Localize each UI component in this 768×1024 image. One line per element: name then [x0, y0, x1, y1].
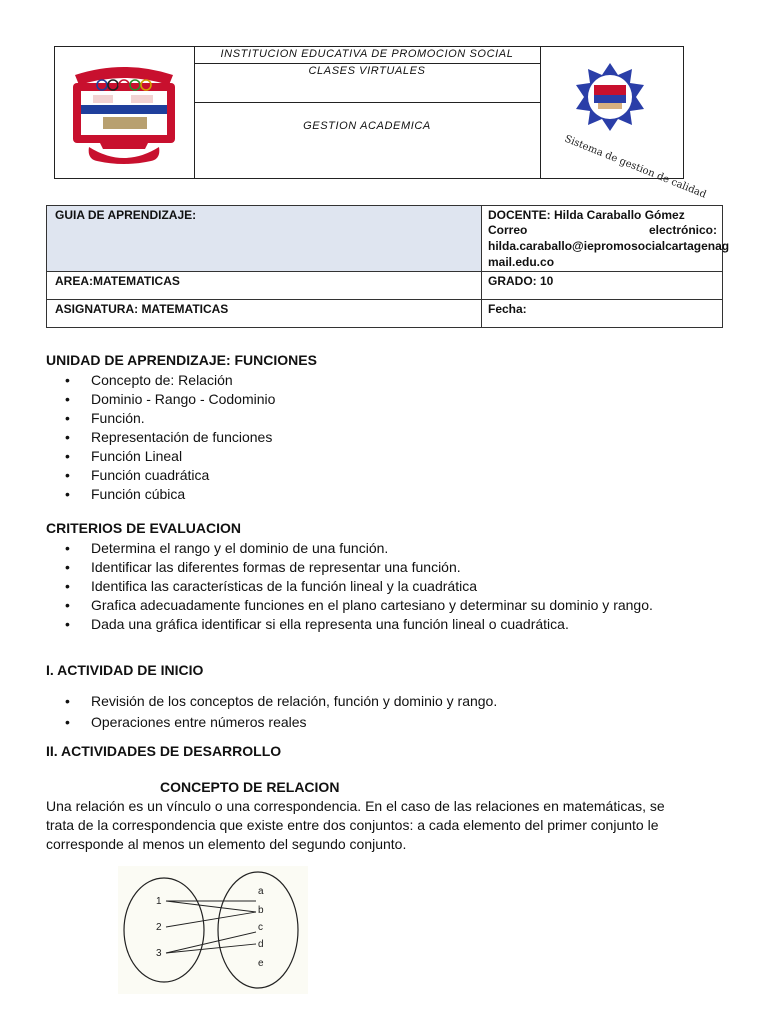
- list-item: • Identifica las características de la función lineal y la cuadrática: [46, 577, 653, 596]
- start-activity-title: I. ACTIVIDAD DE INICIO: [46, 662, 204, 678]
- start-activity-list: [46, 692, 497, 732]
- relation-diagram: [118, 866, 308, 994]
- list-item: • Identificar las diferentes formas de representar una función.: [46, 558, 653, 577]
- codomain-label: c: [258, 922, 263, 933]
- management-label: GESTION ACADEMICA: [303, 120, 431, 132]
- paragraph-line: trata de la correspondencia que existe entre dos conjuntos: a cada elemento del primer conjunto le: [46, 817, 659, 833]
- criteria-list: [46, 539, 653, 634]
- date-label: Fecha:: [488, 302, 527, 316]
- quality-system-logo: [544, 55, 708, 201]
- development-title: II. ACTIVIDADES DE DESARROLLO: [46, 743, 282, 759]
- header-table: [54, 46, 708, 201]
- codomain-label: e: [258, 958, 264, 969]
- institution-name: INSTITUCION EDUCATIVA DE PROMOCION SOCIAL: [220, 48, 514, 60]
- email-label-b: electrónico:: [648, 223, 717, 237]
- domain-label: 1: [156, 896, 162, 907]
- domain-label: 3: [156, 948, 162, 959]
- list-item: • Revisión de los conceptos de relación, función y dominio y rango.: [46, 692, 497, 713]
- list-item: • Función cúbica: [46, 485, 275, 504]
- codomain-label: d: [258, 939, 264, 950]
- list-item: • Operaciones entre números reales: [46, 713, 497, 732]
- unit-title: UNIDAD DE APRENDIZAJE: FUNCIONES: [46, 352, 317, 368]
- email-address-line1: hilda.caraballo@iepromosocialcartagenag: [488, 239, 730, 253]
- email-label-a: Correo: [488, 223, 528, 237]
- relation-concept-title: CONCEPTO DE RELACION: [160, 779, 340, 795]
- list-item: • Dada una gráfica identificar si ella representa una función lineal o cuadrática.: [46, 615, 653, 634]
- list-item: • Función Lineal: [46, 447, 275, 466]
- list-item: • Grafica adecuadamente funciones en el plano cartesiano y determinar su dominio y rango.: [46, 596, 653, 615]
- list-item: • Determina el rango y el dominio de una función.: [46, 539, 653, 558]
- relation-paragraph: [46, 797, 726, 854]
- domain-label: 2: [156, 922, 162, 933]
- email-address-line2: mail.edu.co: [488, 255, 555, 269]
- school-crest-logo: [65, 63, 183, 165]
- paragraph-line: Una relación es un vínculo o una correspondencia. En el caso de las relaciones en matemáticas, se: [46, 798, 665, 814]
- info-table: [46, 205, 730, 328]
- quality-logo-text: Sistema de gestion de calidad: [562, 133, 708, 201]
- unit-list: [46, 371, 275, 504]
- area-label: AREA:MATEMATICAS: [55, 274, 180, 288]
- guide-label: GUIA DE APRENDIZAJE:: [55, 208, 197, 222]
- list-item: • Función.: [46, 409, 275, 428]
- list-item: • Representación de funciones: [46, 428, 275, 447]
- list-item: • Dominio - Rango - Codominio: [46, 390, 275, 409]
- codomain-label: b: [258, 905, 264, 916]
- grade-label: GRADO: 10: [488, 274, 554, 288]
- teacher-name: DOCENTE: Hilda Caraballo Gómez: [488, 208, 685, 222]
- codomain-label: a: [258, 886, 264, 897]
- subject-label: ASIGNATURA: MATEMATICAS: [55, 302, 229, 316]
- list-item: • Concepto de: Relación: [46, 371, 275, 390]
- classes-label: CLASES VIRTUALES: [308, 65, 426, 77]
- criteria-title: CRITERIOS DE EVALUACION: [46, 520, 241, 536]
- paragraph-line: corresponde al menos un elemento del segundo conjunto.: [46, 836, 407, 852]
- list-item: • Función cuadrática: [46, 466, 275, 485]
